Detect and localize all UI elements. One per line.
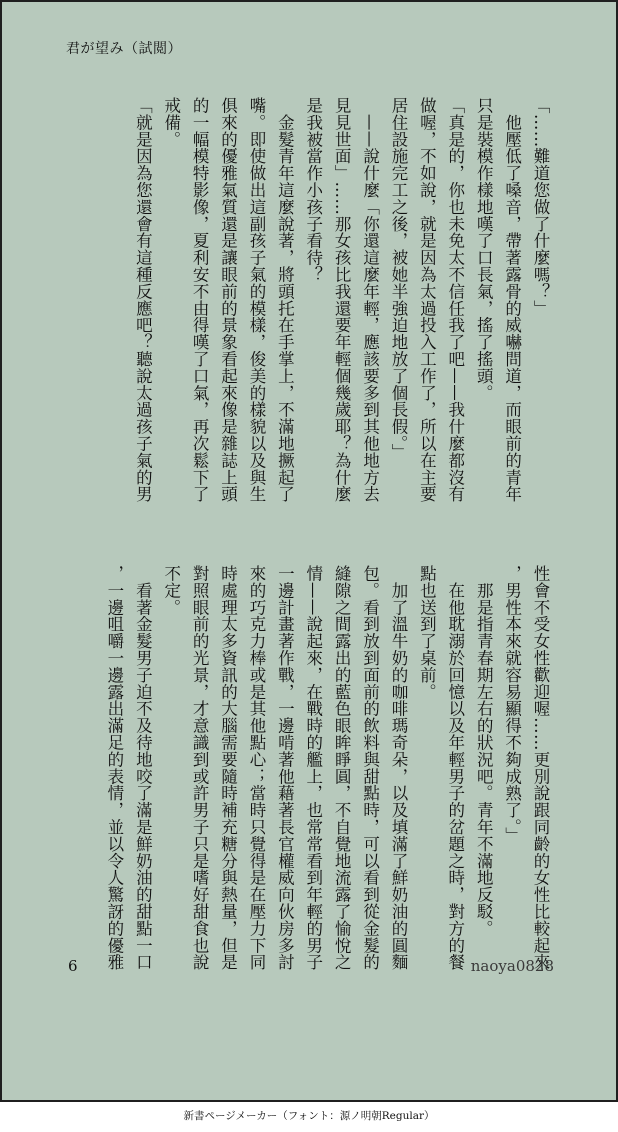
- text-line: 「……難道您做了什麼嗎？」: [531, 97, 550, 317]
- generator-caption: 新書ページメーカー（フォント：源ノ明朝Regular）: [183, 1110, 435, 1122]
- text-line: 不定。: [161, 565, 181, 616]
- page-number: 6: [68, 957, 78, 975]
- text-line: 加了溫牛奶的咖啡瑪奇朵，以及填滿了鮮奶油的圓麵: [388, 565, 408, 971]
- text-line: 時處理太多資訊的大腦需要隨時補充糖分與熱量，但是: [218, 565, 238, 971]
- text-line: 點也送到了桌前。: [417, 565, 437, 701]
- text-line: 看著金髮男子迫不及待地咬了滿是鮮奶油的甜點一口: [133, 565, 153, 971]
- text-line: 嘴。即使做出這副孩子氣的模樣，俊美的樣貌以及與生: [246, 97, 266, 503]
- author-name: naoya0828: [470, 957, 554, 975]
- text-line: 居住設施完工之後，被她半強迫地放了個長假。」: [388, 97, 408, 461]
- text-line: 「就是因為您還會有這種反應吧？聽說太過孩子氣的男: [133, 97, 153, 503]
- text-line: 情——說起來，在戰時的艦上，也常常看到年輕的男子: [303, 565, 323, 971]
- text-line: 對照眼前的光景，才意識到或許男子只是嗜好甜食也說: [190, 565, 210, 971]
- upper-text-block: [74, 97, 554, 527]
- text-line: 包。看到放到面前的飲料與甜點時，可以看到從金髮的: [360, 565, 380, 971]
- text-line: 金髮青年這麼說著，將頭托在手掌上，不滿地撅起了: [275, 97, 295, 503]
- text-line: 一邊計畫著作戰，一邊啃著他藉著長官權威向伙房多討: [275, 565, 295, 971]
- text-line: 來的巧克力棒或是其他點心；當時只覺得是在壓力下同: [246, 565, 266, 971]
- text-line: 戒備。: [161, 97, 181, 148]
- text-line: 只是裝模作樣地嘆了口長氣，搖了搖頭。: [474, 97, 494, 402]
- text-line: 那是指青春期左右的狀況吧。青年不滿地反駁。: [474, 565, 494, 937]
- lower-text-block: [74, 565, 554, 995]
- text-line: 他壓低了嗓音，帶著露骨的威嚇問道，而眼前的青年: [502, 97, 522, 503]
- text-line: ，男性本來就容易顯得不夠成熟了。」: [502, 565, 522, 845]
- text-line: 「真是的，你也未免太不信任我了吧——我什麼都沒有: [445, 97, 465, 503]
- text-line: 性會不受女性歡迎喔……更別說跟同齡的女性比較起來: [531, 565, 550, 971]
- text-line: 的一幅模特影像，夏利安不由得嘆了口氣，再次鬆下了: [190, 97, 210, 503]
- text-line: 縫隙之間露出的藍色眼眸睜圓，不自覺地流露了愉悅之: [332, 565, 352, 971]
- text-line: 做喔，不如說，就是因為太過投入工作了，所以在主要: [417, 97, 437, 503]
- text-line: ，一邊咀嚼一邊露出滿足的表情，並以令人驚訝的優雅: [104, 565, 124, 971]
- text-line: 在他耽溺於回憶以及年輕男子的岔題之時，對方的餐: [445, 565, 465, 971]
- text-line: 是我被當作小孩子看待？: [303, 97, 323, 283]
- book-title: 君が望み（試閲）: [66, 41, 182, 57]
- text-line: ——說什麼「你還這麼年輕，應該要多到其他地方去: [360, 97, 380, 503]
- text-line: 見見世面」……那女孩比我還要年輕個幾歲耶？為什麼: [332, 97, 352, 503]
- text-line: 俱來的優雅氣質還是讓眼前的景象看起來像是雜誌上頭: [218, 97, 238, 503]
